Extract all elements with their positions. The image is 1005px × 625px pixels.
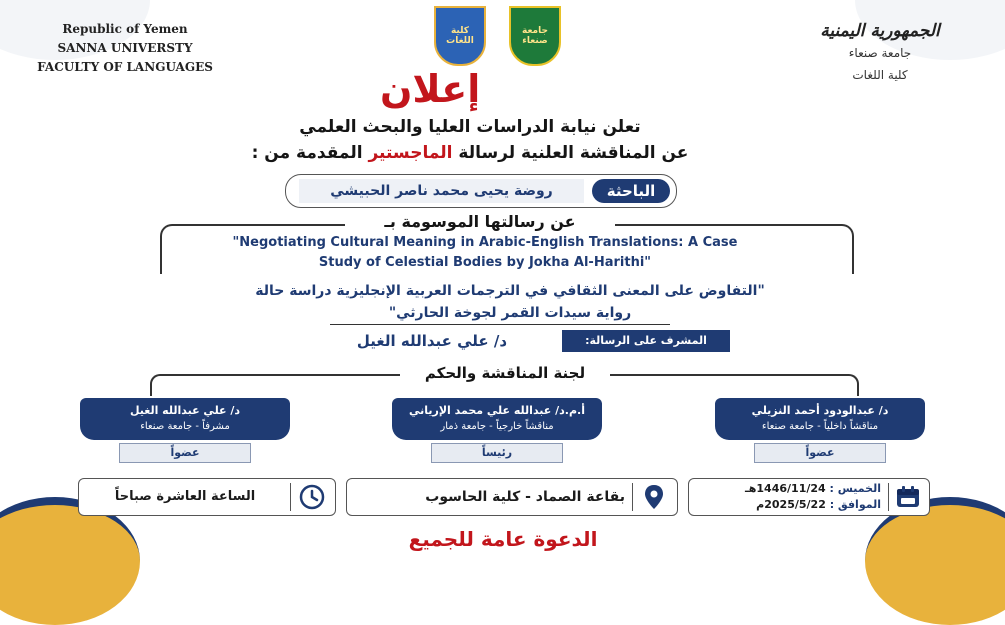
public-invitation: الدعوة عامة للجميع	[408, 527, 598, 551]
member-name: د/ عبدالودود أحمد النزيلي	[751, 404, 889, 417]
agree-label: الموافق :	[829, 498, 881, 511]
supervisor-label: المشرف على الرسالة:	[562, 330, 730, 352]
member-card	[80, 398, 290, 440]
calendar-icon	[895, 485, 921, 509]
member-name: أ.م.د/ عبدالله علي محمد الإرياني	[408, 404, 585, 417]
member-card	[715, 398, 925, 440]
hijri-date: 1446/11/24هـ	[745, 482, 826, 495]
decorative-corner-bottom-right	[865, 497, 1005, 625]
committee-member-chair	[392, 398, 602, 463]
clock-icon	[299, 484, 325, 510]
thesis-divider	[330, 324, 670, 325]
member-name: د/ علي عبدالله الغيل	[129, 404, 241, 417]
header-country: Republic of Yemen	[62, 22, 188, 36]
supervisor-row	[310, 330, 730, 354]
english-header	[25, 20, 225, 77]
time-box	[78, 478, 336, 516]
time-text: الساعة العاشرة صباحاً	[114, 489, 256, 504]
faculty-logo: كلية اللغات	[434, 6, 486, 66]
thesis-title-arabic: "التفاوض على المعنى الثقافي في الترجمات العربية الإنجليزية دراسة حالة رواية سيدات القمر لجوخة الحارثي"	[255, 283, 765, 321]
researcher-box	[285, 174, 677, 208]
date-box	[688, 478, 930, 516]
supervisor-name: د/ علي عبدالله الغيل	[356, 332, 508, 350]
decorative-corner-bottom-left	[0, 497, 140, 625]
location-pin-icon	[643, 484, 665, 510]
date-text	[701, 481, 881, 513]
member-role: مشرفاً - جامعة صنعاء	[140, 421, 230, 432]
announcement-title: إعلان	[380, 67, 481, 111]
arabic-header	[805, 20, 955, 86]
committee-heading: لجنة المناقشة والحكم	[400, 364, 610, 382]
thesis-title-english: "Negotiating Cultural Meaning in Arabic-English Translations: A Case Study of Celestial Bodies by Jokha Al-Harithi"	[232, 235, 738, 270]
researcher-label: الباحثة	[592, 179, 670, 203]
member-tag: عضواً	[754, 443, 886, 463]
intro-line-1: تعلن نيابة الدراسات العليا والبحث العلمي	[299, 117, 641, 137]
member-role: مناقشاً خارجياً - جامعة ذمار	[440, 421, 554, 432]
member-card	[392, 398, 602, 440]
gregorian-date: 2025/5/22م	[756, 498, 826, 511]
member-role: مناقشاً داخلياً - جامعة صنعاء	[761, 421, 879, 432]
researcher-name: روضة يحيى محمد ناصر الحبيشي	[299, 179, 584, 203]
header-university: SANNA UNIVERSTY	[57, 41, 193, 55]
header-faculty-ar: كلية اللغات	[852, 68, 908, 82]
university-logo: جامعة صنعاء	[509, 6, 561, 66]
committee-member-internal	[715, 398, 925, 463]
intro-line-2: عن المناقشة العلنية لرسالة الماجستير المقدمة من :	[251, 143, 689, 163]
thesis-heading: عن رسالتها الموسومة بـ	[345, 212, 615, 231]
header-faculty: FACULTY OF LANGUAGES	[37, 60, 213, 74]
member-tag: رئيساً	[431, 443, 563, 463]
day-label: الخميس :	[829, 482, 881, 495]
place-box	[346, 478, 678, 516]
place-text: بقاعة الصماد - كلية الحاسوب	[425, 489, 625, 505]
committee-member-supervisor	[80, 398, 290, 463]
header-university-ar: جامعة صنعاء	[848, 46, 912, 60]
member-tag: عضواً	[119, 443, 251, 463]
degree-highlight: الماجستير	[368, 143, 453, 163]
header-country-ar: الجمهورية اليمنية	[820, 21, 940, 41]
